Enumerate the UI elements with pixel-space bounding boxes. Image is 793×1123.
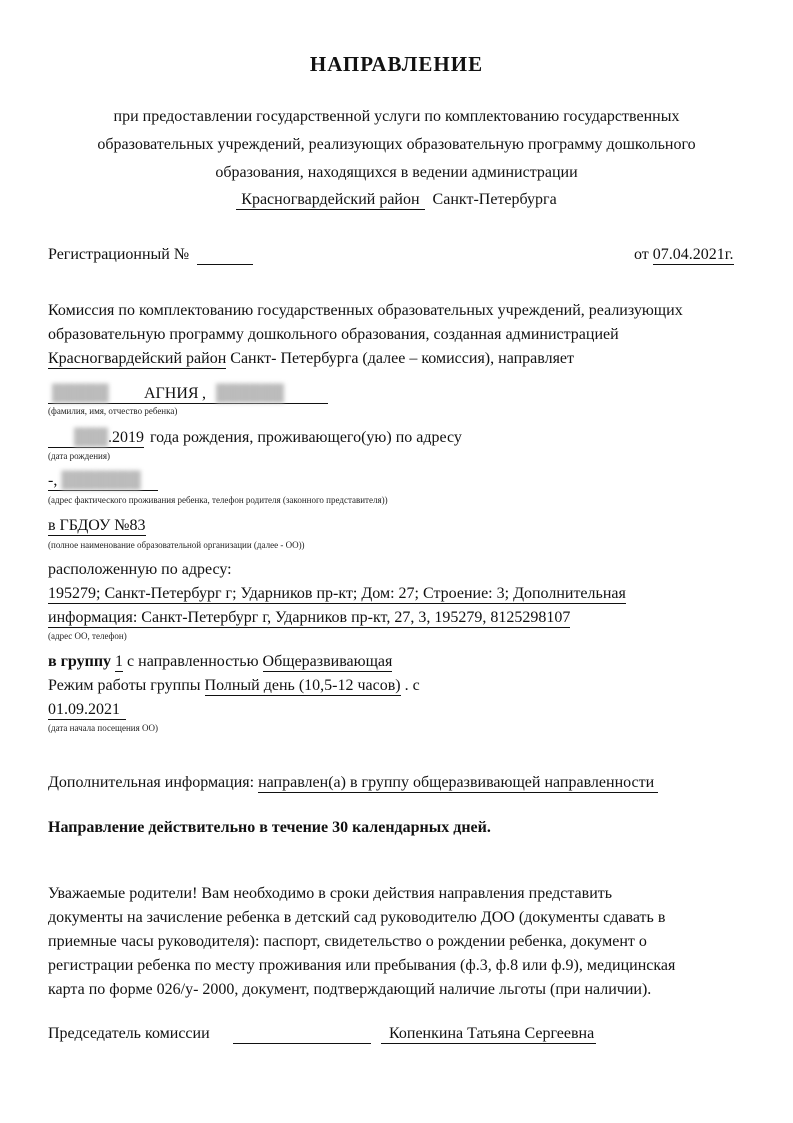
child-name-caption: (фамилия, имя, отчество ребенка) xyxy=(48,406,178,416)
group-mode-suffix: . с xyxy=(404,677,420,694)
child-surname-redacted: █████ xyxy=(52,385,109,402)
commission-line-2: образовательную программу дошкольного образования, созданная администрацией xyxy=(48,326,619,343)
child-address-caption: (адрес фактического проживания ребенка, телефон родителя (законного представителя)) xyxy=(48,495,388,505)
intro-line-1: при предоставлении государственной услуги по комплектованию государственных xyxy=(113,108,680,125)
group-start-date: 01.09.2021 xyxy=(48,700,126,720)
extra-info-value: направлен(а) в группу общеразвивающей направленности xyxy=(258,773,658,793)
org-name: в ГБДОУ №83 xyxy=(48,517,146,534)
registration-number xyxy=(197,245,253,265)
group-mode-label: Режим работы группы xyxy=(48,677,201,694)
commission-district: Красногвардейский район xyxy=(48,350,227,367)
child-birth-year: .2019 xyxy=(108,429,144,446)
org-address-line-2 xyxy=(48,608,570,628)
child-birth-text: года рождения, проживающего(ую) по адресу xyxy=(150,429,462,446)
child-birth-caption: (дата рождения) xyxy=(48,451,110,461)
org-address-caption: (адрес ОО, телефон) xyxy=(48,631,127,641)
registration-date: 07.04.2021г. xyxy=(652,246,734,263)
notice-line-5: карта по форме 026/у- 2000, документ, подтверждающий наличие льготы (при наличии). xyxy=(48,981,652,998)
child-name-field: █████ АГНИЯ , ██████ xyxy=(48,384,328,404)
group-mode-line xyxy=(48,676,420,696)
signature-label: Председатель комиссии xyxy=(48,1025,210,1042)
group-start-line xyxy=(48,700,126,720)
signature-name: Копенкина Татьяна Сергеевна xyxy=(381,1024,596,1044)
intro-district-line xyxy=(0,190,793,210)
document-title: НАПРАВЛЕНИЕ xyxy=(309,52,484,76)
group-start-caption: (дата начала посещения ОО) xyxy=(48,723,158,733)
notice-line-4: регистрации ребенка по месту проживания или пребывания (ф.3, ф.8 или ф.9), медицинская xyxy=(48,957,676,974)
child-address-prefix: -, xyxy=(48,472,58,489)
commission-line-1: Комиссия по комплектованию государственных образовательных учреждений, реализующих xyxy=(48,302,683,319)
intro-line-3: образования, находящихся в ведении администрации xyxy=(215,164,578,181)
group-number: 1 xyxy=(115,653,124,670)
intro-line-2: образовательных учреждений, реализующих образовательную программу дошкольного xyxy=(97,136,696,153)
group-line xyxy=(48,652,392,672)
extra-info-label: Дополнительная информация: xyxy=(48,774,255,791)
commission-line-3 xyxy=(48,349,574,369)
validity-notice: Направление действительно в течение 30 календарных дней. xyxy=(48,819,491,836)
group-mode: Полный день (10,5-12 часов) xyxy=(204,677,401,694)
org-name-line xyxy=(48,516,146,536)
registration-date-line xyxy=(634,245,734,265)
group-focus-label: с направленностью xyxy=(127,653,259,670)
child-first-name: АГНИЯ xyxy=(144,385,199,402)
child-address-redacted: ███████ xyxy=(61,472,141,489)
org-address-2: информация: Санкт-Петербург г, Ударников пр-кт, 27, 3, 195279, 8125298107 xyxy=(48,609,571,626)
org-located-label: расположенную по адресу: xyxy=(48,561,232,578)
notice-line-2: документы на зачисление ребенка в детский сад руководителю ДОО (документы сдавать в xyxy=(48,909,666,926)
commission-line-3-rest: Санкт- Петербурга (далее – комиссия), направляет xyxy=(230,350,575,367)
child-birth-date: ███.2019 xyxy=(48,428,144,448)
notice-line-3: приемные часы руководителя): паспорт, свидетельство о рождении ребенка, документ о xyxy=(48,933,647,950)
org-address-line-1 xyxy=(48,584,626,604)
notice-line-1: Уважаемые родители! Вам необходимо в сроки действия направления представить xyxy=(48,885,613,902)
registration-label xyxy=(48,245,253,265)
intro-city: Санкт-Петербурга xyxy=(432,191,557,208)
extra-info-line xyxy=(48,773,658,793)
child-address-field xyxy=(48,471,158,491)
intro-district: Красногвардейский район xyxy=(236,190,424,210)
org-name-caption: (полное наименование образовательной организации (далее - ОО)) xyxy=(48,540,305,550)
registration-label-text: Регистрационный № xyxy=(48,246,190,263)
signature-name-line xyxy=(381,1024,596,1044)
signature-line xyxy=(233,1043,371,1044)
child-birth-line xyxy=(48,428,462,448)
group-focus: Общеразвивающая xyxy=(262,653,393,670)
group-label: в группу xyxy=(48,653,112,670)
child-patronymic-redacted: ██████ xyxy=(216,385,285,402)
registration-date-prefix: от xyxy=(634,246,649,263)
org-address-1: 195279; Санкт-Петербург г; Ударников пр-кт; Дом: 27; Строение: 3; Дополнительная xyxy=(48,585,626,602)
